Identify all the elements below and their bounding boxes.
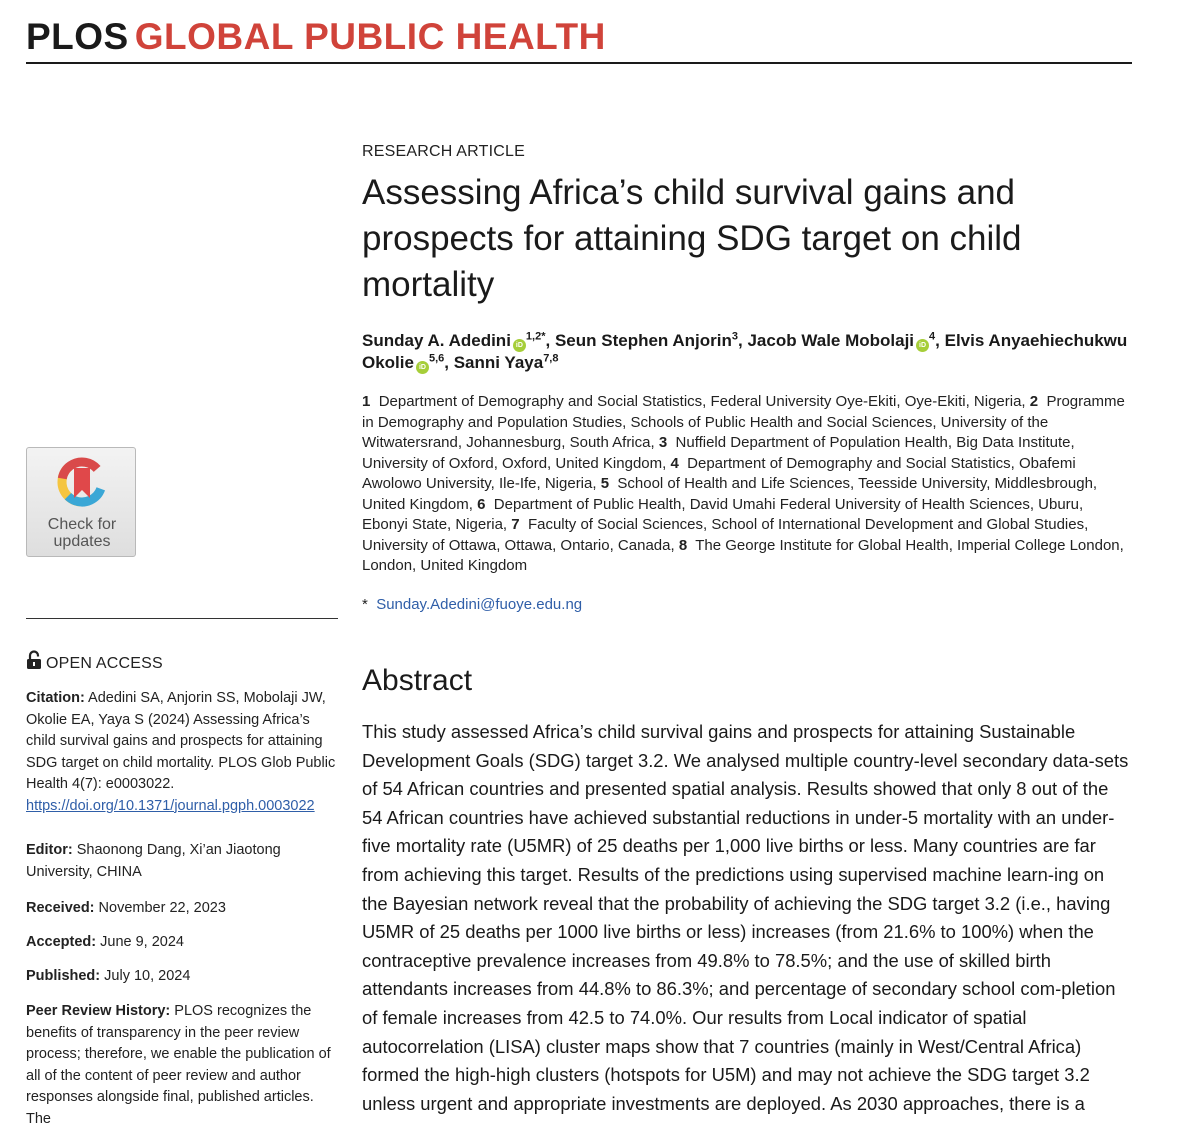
corresponding-email-link[interactable]: Sunday.Adedini@fuoye.edu.ng [376,596,583,613]
corresponding-author [362,596,582,613]
open-access-text: OPEN ACCESS [46,655,163,672]
journal-name: GLOBAL PUBLIC HEALTH [134,16,606,57]
open-access-label [26,650,163,673]
citation-label: Citation: [26,690,85,706]
editor-value: Shaonong Dang, Xi’an Jiaotong University, CHINA [26,842,281,880]
author-name: Sanni Yaya [453,353,544,372]
article-title: Assessing Africa’s child survival gains and prospects for attaining SDG target on child mortality [362,173,1022,304]
affil-num: 1 [362,393,371,410]
affil-num: 3 [658,434,668,451]
author-affil-sup: 4 [929,330,936,343]
author-affil-sup: 3 [731,330,739,343]
author-list: Sunday A. Adedini $iD^{1,2*}$, Seun Stephen Anjorin$^3$, Jacob Wale Mobolaji $iD^4$, Elvis Anyaehiechukwu Okolie iD$^{5,6}$, Sanni Yaya$^{7,8}$ [362,330,1128,372]
author-affil-sup: 7,8 [543,352,559,365]
crossmark-icon [54,454,110,510]
corresponding-marker: * [541,330,546,343]
citation-text: Adedini SA, Anjorin SS, Mobolaji JW, Okolie EA, Yaya S (2024) Assessing Africa’s child survival gains and prospects for attaining SDG target on child mortality. PLOS Glob Public Health 4(7): e0003022. [26,690,336,792]
accepted-label: Accepted: [26,934,97,950]
author-affil-sup: 5,6 [428,352,445,365]
affil-text: Nuffield Department of Population Health, Big Data Institute, University of Oxford, Oxford, United Kingdom, [362,434,1075,472]
affil-text: Department of Demography and Social Statistics, Obafemi Awolowo University, Ile-Ife, Nigeria, [362,454,1076,492]
article-type: RESEARCH ARTICLE [362,143,525,160]
author-name: Jacob Wale Mobolaji [747,331,915,350]
accepted-block [26,932,336,954]
check-for-updates-label [27,516,137,550]
affil-text: The George Institute for Global Health, Imperial College London, London, United Kingdom [362,536,1124,574]
affil-text: Department of Public Health, David Umahi Federal University of Health Sciences, Uburu, Ebonyi State, Nigeria, [362,495,1084,533]
affil-num: 6 [477,495,486,513]
received-value: November 22, 2023 [98,900,226,916]
editor-block [26,840,336,883]
published-label: Published: [26,968,101,984]
orcid-icon[interactable]: iD [416,361,429,374]
affil-num: 8 [678,536,688,554]
author-1[interactable] [362,331,546,350]
peer-review-text: PLOS recognizes the benefits of transparency in the peer review process; therefore, we enable the publication of all of the content of peer review and author responses alongside final, published articles. The [26,1003,331,1127]
author-5[interactable] [454,353,559,372]
affil-num: 5 [600,475,610,492]
author-2[interactable] [555,331,738,350]
citation-block [26,688,336,817]
affil-text: Faculty of Social Sciences, School of International Development and Global Studies, University of Ottawa, Ottawa, Ontario, Canada, [362,516,1089,554]
author-affil-sup: 1,2 [525,330,542,343]
affiliation-list [362,392,1132,577]
received-label: Received: [26,900,95,916]
peer-review-block [26,1001,336,1130]
received-block [26,898,336,920]
published-block [26,966,336,988]
journal-masthead [26,16,606,58]
open-lock-icon [26,650,42,670]
orcid-icon[interactable]: iD [916,339,929,352]
author-name: Elvis Anyaehiechukwu Okolie [362,331,1128,372]
author-name: Sunday A. Adedini [362,331,511,350]
affil-num: 4 [670,454,679,472]
affil-text: Department of Demography and Social Statistics, Federal University Oye-Ekiti, Oye-Ekiti, Nigeria, [378,393,1026,410]
accepted-value: June 9, 2024 [100,934,184,950]
sidebar-rule [26,618,338,619]
affil-text: Programme in Demography and Population Studies, Schools of Public Health and Social Sciences, University of the Witwatersrand, Johannesburg, South Africa, [362,393,1125,451]
masthead-rule [26,62,1132,64]
check-for-updates-badge[interactable] [26,447,136,557]
doi-link[interactable]: https://doi.org/10.1371/journal.pgph.0003022 [26,797,315,814]
affil-num: 7 [511,516,520,533]
abstract-heading: Abstract [362,664,473,697]
published-value: July 10, 2024 [104,968,191,984]
affil-num: 2 [1029,393,1039,410]
check-for-updates-line1: Check for [47,516,117,533]
author-3[interactable] [747,331,935,350]
peer-review-label: Peer Review History: [26,1003,171,1019]
author-name: Seun Stephen Anjorin [554,331,732,350]
orcid-icon[interactable]: iD [513,339,526,352]
corresponding-marker: * [362,596,368,613]
abstract-text: This study assessed Africa’s child survival gains and prospects for attaining Sustainable Development Goals (SDG) target 3.2. We analysed multiple country-level secondary data-sets of 54 African countries and presented spatial analysis. Results showed that only 8 out of the 54 African countries have achieved substantial reductions in under-5 mortality with an under-five mortality rate (U5MR) of 25 deaths per 1,000 live births or less. Many countries are far from achieving this target. Results of the predictions using supervised machine learn-ing on the Bayesian network reveal that the probability of achieving the SDG target 3.2 (i.e., having U5MR of 25 deaths per 1000 live births or less) increases (from 21.6% to 100%) when the contraceptive prevalence increases from 49.8% to 78.5%; and the use of skilled birth attendants increases from 44.8% to 86.3%; and percentage of secondary school com-pletion of female increases from 42.5 to 74.0%. Our results from Local indicator of spatial autocorrelation (LISA) cluster maps show that 7 countries (mainly in West/Central Africa) formed the high-high clusters (hotspots for U5M) and may not achieve the SDG target 3.2 unless urgent and appropriate investments are deployed. As 2030 approaches, there is a [362,721,1129,1114]
editor-label: Editor: [26,842,73,858]
check-for-updates-line2: updates [53,533,111,550]
publisher-logo-text: PLOS [26,16,129,57]
affil-text: School of Health and Life Sciences, Teesside University, Middlesbrough, United Kingdom, [362,475,1098,513]
